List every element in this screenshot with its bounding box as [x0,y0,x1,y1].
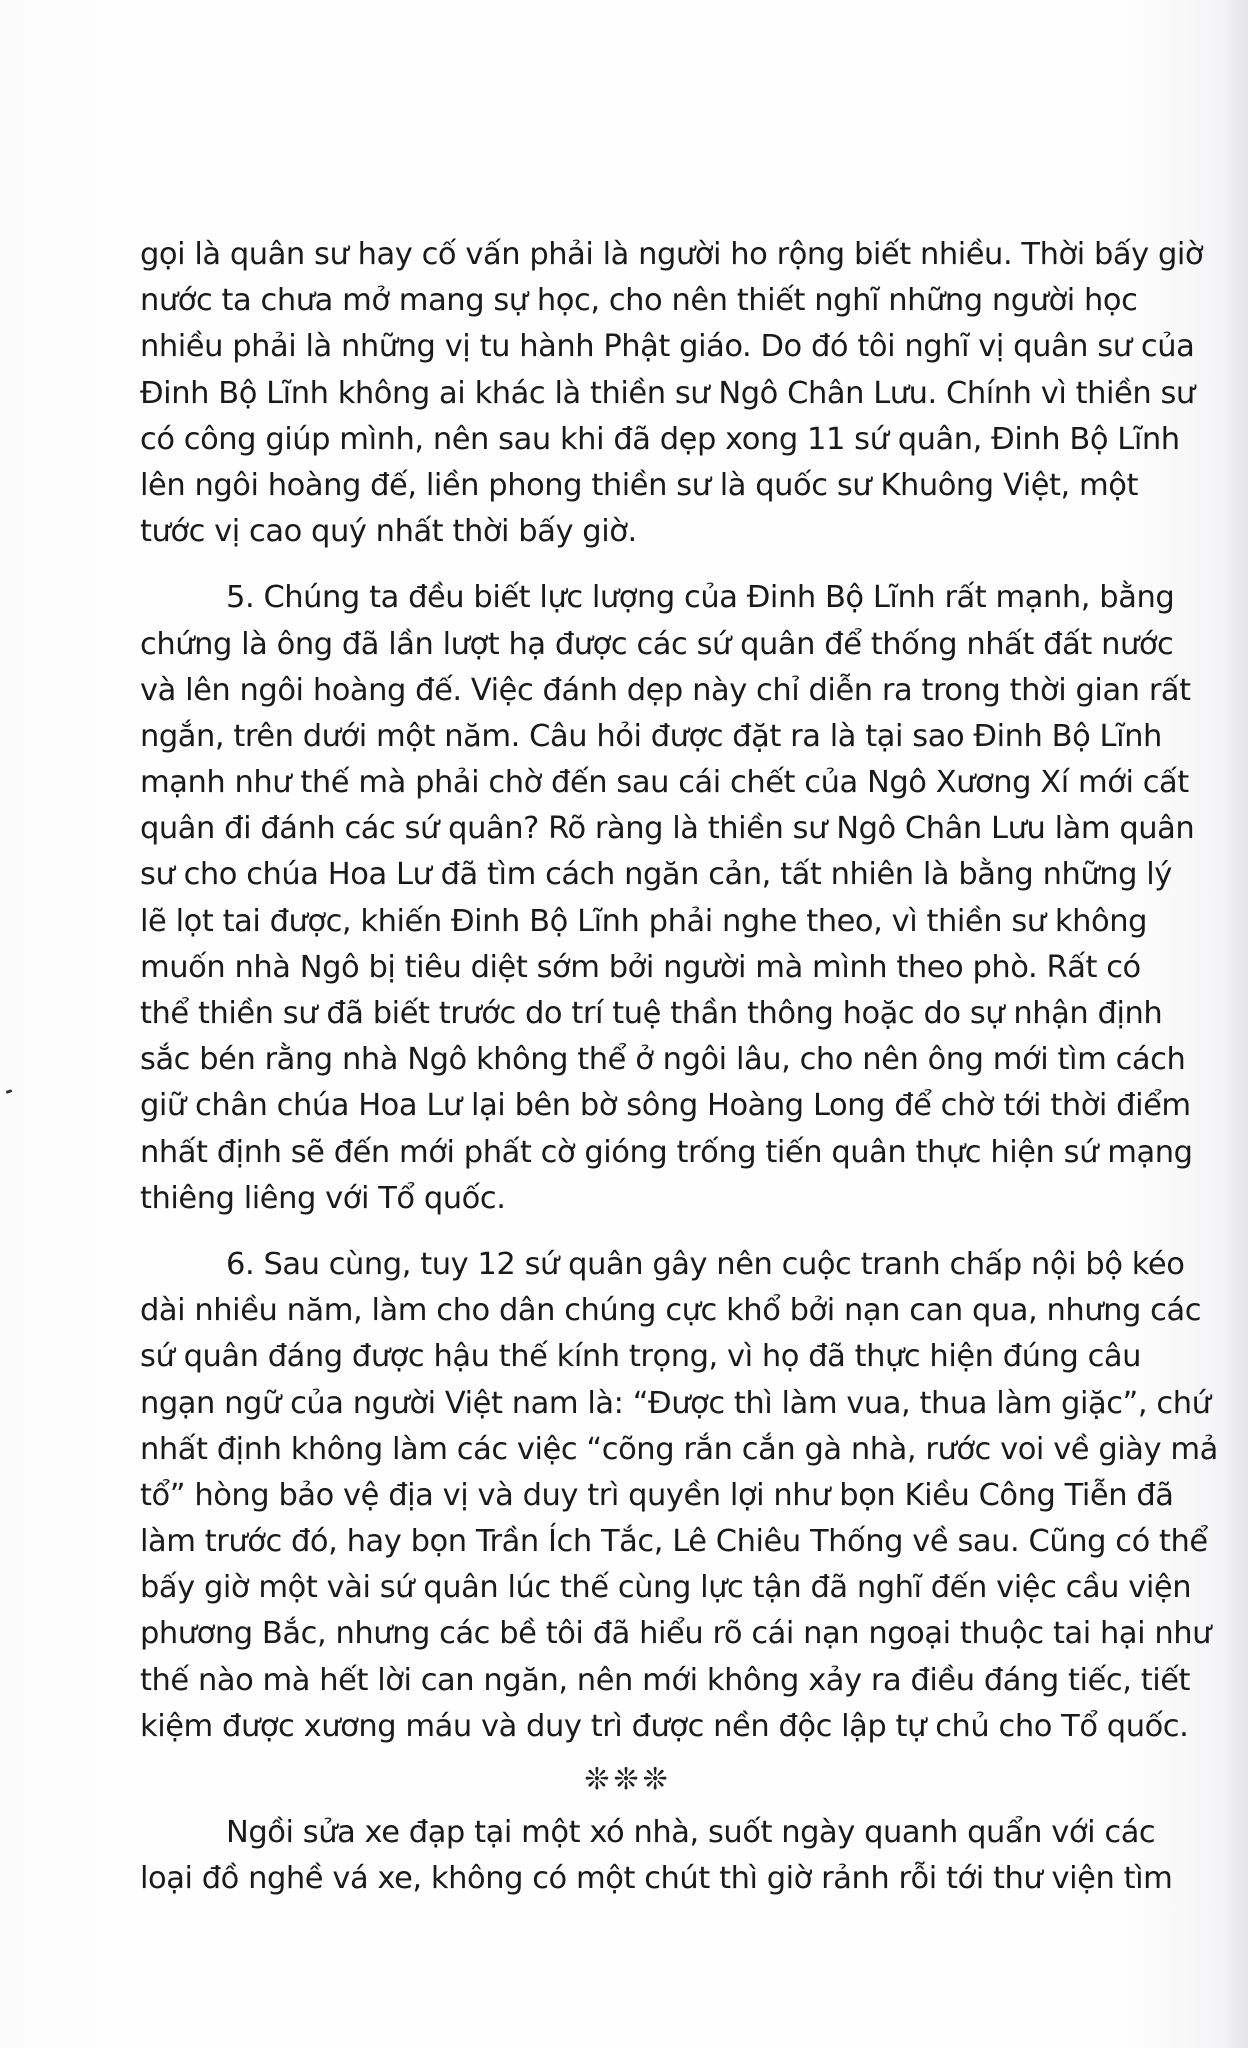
page-edge-shadow [1222,0,1248,2048]
text-line: ngạn ngữ của người Việt nam là: “Được thì làm vua, thua làm giặc”, chứ [140,1385,1211,1421]
text-line: nước ta chưa mở mang sự học, cho nên thiết nghĩ những người học [140,283,1138,319]
text-line: Ngồi sửa xe đạp tại một xó nhà, suốt ngày quanh quẩn với các [226,1815,1156,1850]
paragraph-6 [140,1242,1218,1750]
text-line: và lên ngôi hoàng đế. Việc đánh dẹp này chỉ diễn ra trong thời gian rất [140,672,1191,708]
paragraph-gap [140,1222,1116,1242]
text-line: nhiều phải là những vị tu hành Phật giáo. Do đó tôi nghĩ vị quân sư của [140,329,1195,365]
text-line: tước vị cao quý nhất thời bấy giờ. [140,514,637,550]
text-line: tổ” hòng bảo vệ địa vị và duy trì quyền lợi như bọn Kiều Công Tiễn đã [140,1477,1174,1513]
text-line: loại đồ nghề vá xe, không có một chút thì giờ rảnh rỗi tới thư viện tìm [140,1861,1173,1897]
margin-mark [6,1089,13,1094]
paragraph-next-section [140,1810,1173,1902]
text-line: ngắn, trên dưới một năm. Câu hỏi được đặt ra là tại sao Đinh Bộ Lĩnh [140,718,1162,754]
text-line: sắc bén rằng nhà Ngô không thể ở ngôi lâu, cho nên ông mới tìm cách [140,1042,1186,1078]
text-line: thế nào mà hết lời can ngăn, nên mới không xảy ra điều đáng tiếc, tiết [140,1662,1191,1698]
text-line: thiêng liêng với Tổ quốc. [140,1180,506,1216]
text-line: muốn nhà Ngô bị tiêu diệt sớm bởi người mà mình theo phò. Rất có [140,949,1141,985]
paragraph-5 [140,575,1195,1222]
text-line: nhất định không làm các việc “cõng rắn cắn gà nhà, rước voi về giày mả [140,1431,1218,1467]
text-line: thể thiền sư đã biết trước do trí tuệ thần thông hoặc do sự nhận định [140,996,1163,1031]
text-line: quân đi đánh các sứ quân? Rõ ràng là thiền sư Ngô Chân Lưu làm quân [140,811,1195,847]
text-line: sứ quân đáng được hậu thế kính trọng, vì họ đã thực hiện đúng câu [140,1339,1142,1375]
section-separator-asterisks: ❊❊❊ [584,1762,672,1797]
text-line: dài nhiều năm, làm cho dân chúng cực khổ bởi nạn can qua, nhưng các [140,1293,1202,1329]
text-line: lên ngôi hoàng đế, liền phong thiền sư là quốc sư Khuông Việt, một [140,467,1139,503]
text-line: làm trước đó, hay bọn Trần Ích Tắc, Lê Chiêu Thống về sau. Cũng có thể [140,1524,1208,1560]
text-line: nhất định sẽ đến mới phất cờ gióng trống tiến quân thực hiện sứ mạng [140,1134,1193,1170]
text-line: Đinh Bộ Lĩnh không ai khác là thiền sư Ngô Chân Lưu. Chính vì thiền sư [140,375,1195,411]
text-line: sư cho chúa Hoa Lư đã tìm cách ngăn cản, tất nhiên là bằng những lý [140,857,1172,893]
text-line: lẽ lọt tai được, khiến Đinh Bộ Lĩnh phải nghe theo, vì thiền sư không [140,903,1147,939]
text-line: chứng là ông đã lần lượt hạ được các sứ quân để thống nhất đất nước [140,626,1174,662]
text-line: phương Bắc, nhưng các bề tôi đã hiểu rõ cái nạn ngoại thuộc tai hại như [140,1616,1211,1652]
text-line: kiệm được xương máu và duy trì được nền độc lập tự chủ cho Tổ quốc. [140,1708,1189,1744]
text-line: mạnh như thế mà phải chờ đến sau cái chết của Ngô Xương Xí mới cất [140,765,1189,801]
text-line: 5. Chúng ta đều biết lực lượng của Đinh Bộ Lĩnh rất mạnh, bằng [226,580,1175,616]
paragraph-gap [140,555,1116,575]
paragraph-continued [140,232,1204,555]
text-line: giữ chân chúa Hoa Lư lại bên bờ sông Hoàng Long để chờ tới thời điểm [140,1088,1191,1124]
text-line: có công giúp mình, nên sau khi đã dẹp xong 11 sứ quân, Đinh Bộ Lĩnh [140,421,1180,457]
text-line: gọi là quân sư hay cố vấn phải là người ho rộng biết nhiều. Thời bấy giờ [140,237,1204,272]
body-text [140,232,1218,1902]
text-line: 6. Sau cùng, tuy 12 sứ quân gây nên cuộc tranh chấp nội bộ kéo [226,1246,1185,1282]
text-line: bấy giờ một vài sứ quân lúc thế cùng lực tận đã nghĩ đến việc cầu viện [140,1570,1192,1606]
